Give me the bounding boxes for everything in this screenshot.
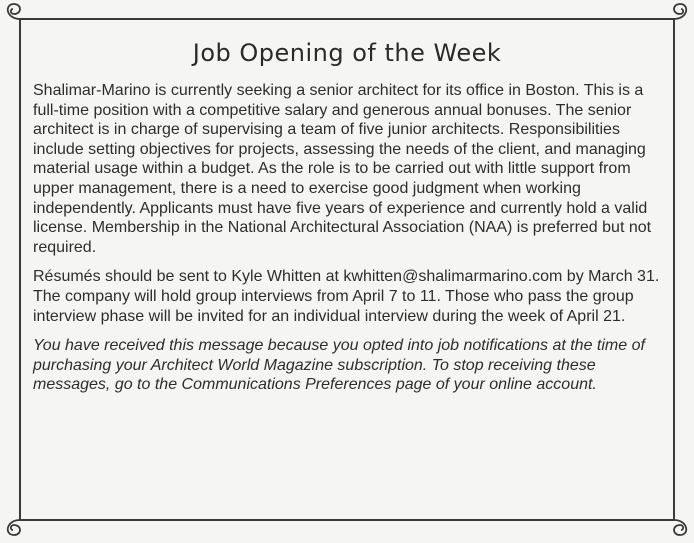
application-instructions-paragraph: Résumés should be sent to Kyle Whitten at kwhitten@shalimarmarino.com by March 31. The company will hold group interviews from April 7 to 11. Those who pass the group interview phase will be invited for an individual interview during the week of April 21. <box>33 268 660 325</box>
notice-title: Job Opening of the Week <box>192 39 502 67</box>
subscription-disclaimer-paragraph: You have received this message because you opted into job notifications at the time of purchasing your Architect World Magazine subscription. To stop receiving these messages, go to the Communications Preferences page of your online account. <box>33 337 645 394</box>
job-notice <box>20 20 674 520</box>
job-description-paragraph: Shalimar-Marino is currently seeking a senior architect for its office in Boston. This is a full-time position with a competitive salary and generous annual bonuses. The senior architect is in charge of supervising a team of five junior architects. Responsibilities include setting objectives for projects, assessing the needs of the client, and managing material usage within a budget. As the role is to be carried out with little support from upper management, there is a need to exercise good judgment when working independently. Applicants must have five years of experience and currently hold a valid license. Membership in the National Architectural Association (NAA) is preferred but not required. <box>33 82 652 256</box>
notice-body <box>33 81 661 405</box>
